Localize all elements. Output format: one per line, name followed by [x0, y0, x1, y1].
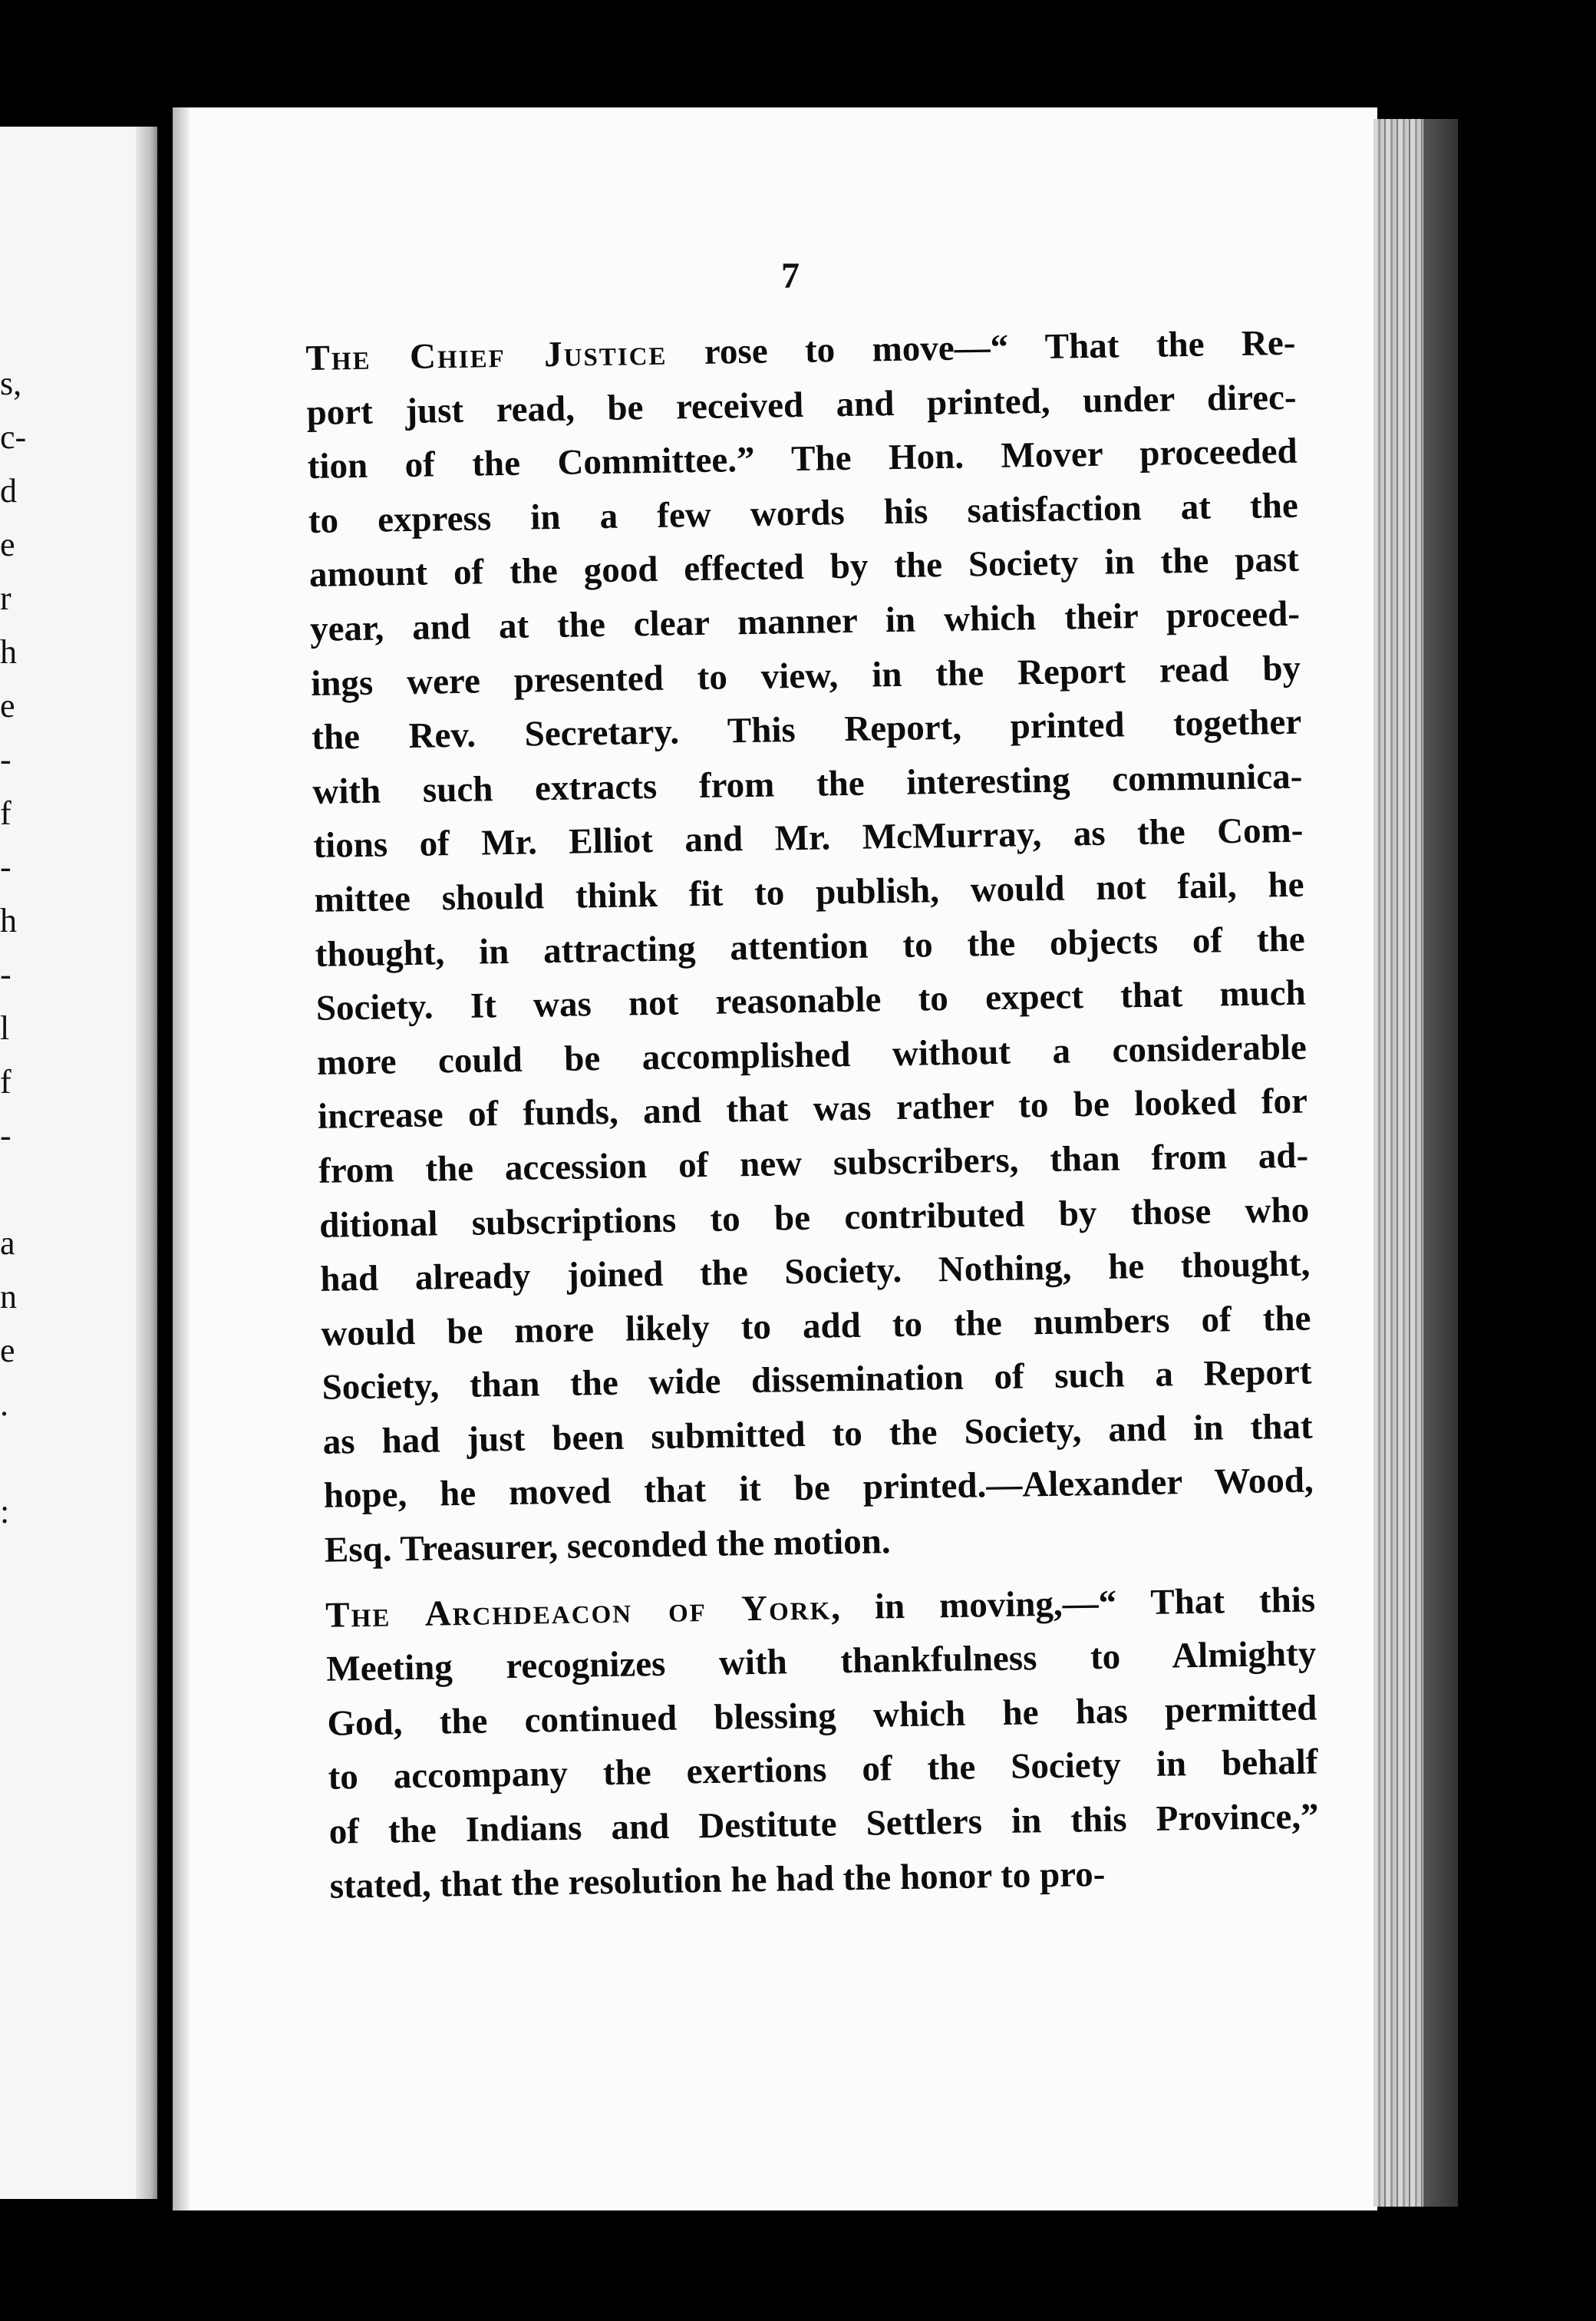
text-line: tions of Mr. Elliot and Mr. McMurray, as the Com- [313, 811, 1304, 867]
text-line: year, and at the clear manner in which their proceed- [309, 593, 1301, 649]
text-line: stated, that the resolution he had the honor to pro- [329, 1854, 1106, 1907]
text-line: tion of the Committee.” The Hon. Mover proceeded [307, 431, 1298, 487]
text-line: with such extracts from the interesting communica- [312, 756, 1303, 812]
text-line: mittee should think fit to publish, would not fail, he [314, 864, 1304, 920]
left-margin-char [0, 1163, 31, 1217]
left-margin-char: l [0, 1009, 10, 1047]
left-margin-char: e [0, 687, 15, 725]
left-page-margin-text [0, 357, 31, 1539]
text-line: to express in a few words his satisfaction at the [308, 485, 1299, 541]
text-line: Esq. Treasurer, seconded the motion. [324, 1521, 891, 1570]
left-margin-char: - [0, 741, 12, 778]
left-margin-char: . [0, 1385, 8, 1423]
text-line: port just read, be received and printed, under direc- [306, 377, 1297, 433]
left-margin-char: f [0, 794, 12, 832]
speaker-name: The Archdeacon of York [325, 1587, 832, 1636]
left-margin-char [0, 1431, 31, 1485]
paragraph [325, 1573, 1320, 1913]
text-line: as had just been submitted to the Society, and in that [322, 1406, 1313, 1462]
left-margin-char: s, [0, 365, 22, 402]
left-margin-char: - [0, 848, 12, 886]
page-shadow [173, 107, 190, 2210]
left-margin-char: n [0, 1278, 17, 1316]
text-line: from the accession of new subscribers, than from ad- [318, 1135, 1309, 1191]
text-line: God, the continued blessing which he has permitted [327, 1688, 1317, 1744]
left-margin-char: r [0, 579, 12, 617]
text-line-content: , in moving,—“ That this [830, 1580, 1316, 1628]
left-margin-char: f [0, 1063, 12, 1101]
left-margin-char: - [0, 956, 12, 993]
left-margin-char: h [0, 902, 17, 939]
left-margin-char: c- [0, 418, 27, 456]
left-margin-char: : [0, 1493, 10, 1530]
left-margin-char: a [0, 1224, 15, 1262]
text-line: the Rev. Secretary. This Report, printed together [311, 702, 1302, 758]
book-cover-edge [1423, 119, 1458, 2207]
text-line: increase of funds, and that was rather to be looked for [317, 1081, 1308, 1137]
left-margin-char: h [0, 633, 17, 671]
text-line: amount of the good effected by the Society in the past [308, 540, 1300, 596]
page-number: 7 [781, 256, 800, 296]
left-margin-char: d [0, 472, 17, 510]
left-margin-char: e [0, 526, 15, 563]
text-line: thought, in attracting attention to the objects of the [315, 919, 1305, 975]
left-margin-char: - [0, 1117, 12, 1154]
book-gutter [136, 127, 157, 2199]
left-margin-char: e [0, 1332, 15, 1369]
text-line: Meeting recognizes with thankfulness to Almighty [325, 1633, 1317, 1690]
text-line: had already joined the Society. Nothing, he thought, [319, 1243, 1311, 1299]
text-line: ings were presented to view, in the Report read by [310, 648, 1301, 704]
text-line: Society, than the wide dissemination of such a Report [322, 1352, 1312, 1408]
text-line: more could be accomplished without a considerable [316, 1027, 1307, 1083]
text-line: Society. It was not reasonable to expect that much [315, 972, 1307, 1029]
speaker-name: The Chief Justice [305, 332, 668, 378]
text-line: hope, he moved that it be printed.—Alexander Wood, [323, 1461, 1314, 1517]
page-stack-edge [1373, 119, 1458, 2207]
body-text [305, 316, 1320, 1924]
text-line: of the Indians and Destitute Settlers in this Province,” [328, 1796, 1319, 1852]
text-line: ditional subscriptions to be contributed by those who [318, 1190, 1310, 1246]
left-page-edge [0, 127, 157, 2199]
text-line-content: rose to move—“ That the Re- [667, 322, 1296, 373]
text-line: to accompany the exertions of the Society in behalf [328, 1742, 1318, 1798]
paragraph [305, 316, 1314, 1578]
text-line: would be more likely to add to the numbers of the [321, 1298, 1311, 1354]
